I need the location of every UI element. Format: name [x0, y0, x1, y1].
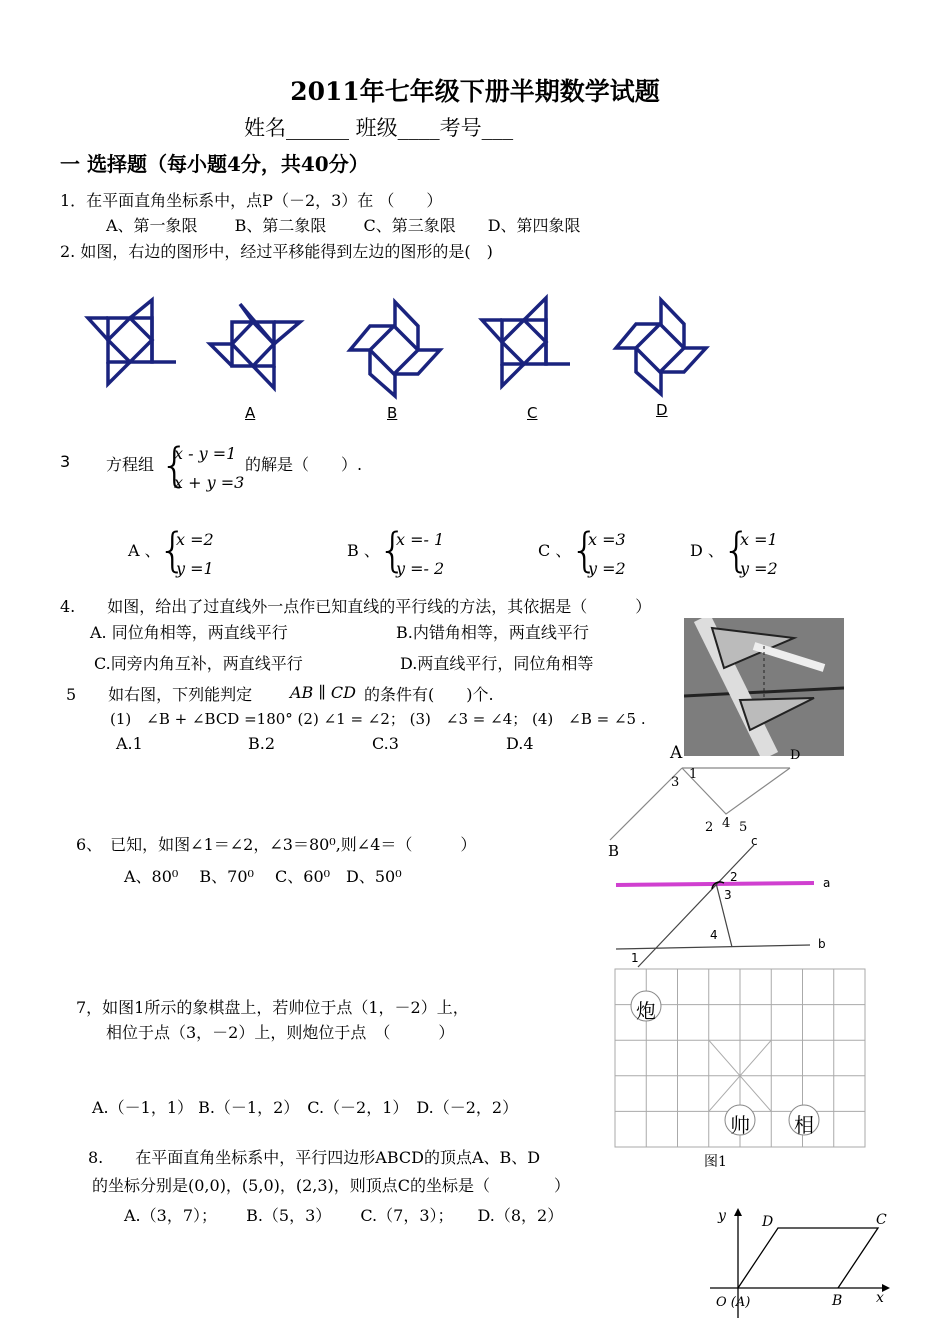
student-info-line: 姓名______ 班级____考号___	[244, 116, 514, 140]
q8-line2: 的坐标分别是(0,0)，(5,0)，(2,3)，则顶点C的坐标是（ ）	[92, 1176, 571, 1195]
q1-options: A、第一象限 B、第二象限 C、第三象限 D、第四象限	[106, 216, 581, 235]
pinwheel-original	[88, 300, 176, 384]
q3-opt-b-label: B 、	[347, 541, 380, 560]
q8-label-o-a: O (A)	[716, 1295, 751, 1310]
q5-label-4: 4	[722, 816, 731, 831]
q8-label-y: y	[718, 1208, 726, 1224]
q8-label-d: D	[762, 1214, 774, 1230]
q5-label-5: 5	[739, 820, 748, 835]
q6-label-4: 4	[710, 928, 718, 942]
q5-conditions: (1) ∠B + ∠BCD =180° (2) ∠1 = ∠2； (3) ∠3 = ∠4； (4) ∠B = ∠5 .	[110, 710, 646, 728]
q2-label-a: A	[245, 404, 256, 422]
q3-opt-b-brace: {	[378, 523, 408, 577]
q6-options: A、80⁰ B、70⁰ C、60⁰ D、50⁰	[124, 867, 402, 886]
q7-piece-xiang: 相	[794, 1113, 814, 1137]
q7-piece-pao: 炮	[636, 999, 656, 1023]
q8-options: A.（3，7）； B.（5，3） C.（7，3）； D.（8，2）	[124, 1206, 564, 1225]
q3-opt-a-brace: {	[158, 523, 188, 577]
q3-opt-c-label: C 、	[538, 541, 572, 560]
q4-opt-d: D.两直线平行，同位角相等	[400, 654, 594, 673]
q3-opt-d-l1: x =1	[740, 530, 778, 549]
pinwheel-d	[616, 300, 706, 394]
q5-label-a: A	[670, 743, 683, 763]
q5-opt-a: A.1	[116, 734, 143, 753]
q4-opt-c: C.同旁内角互补，两直线平行	[94, 654, 303, 673]
q8-label-x: x	[876, 1290, 884, 1306]
page-title: 2011年七年级下册半期数学试题	[290, 77, 660, 106]
q8-label-b: B	[832, 1293, 843, 1309]
q2-pinwheel-figures	[80, 290, 720, 400]
q7-options: A.（－1，1） B.（－1，2） C.（－2，1） D.（－2，2）	[92, 1098, 519, 1117]
q3-opt-d-label: D 、	[690, 541, 724, 560]
pinwheel-b	[350, 302, 440, 396]
q4-photo-set-square	[684, 618, 844, 756]
q2-label-b: B	[387, 404, 398, 422]
pinwheel-c	[482, 298, 570, 386]
q5-opt-b: B.2	[248, 734, 276, 753]
q6-label-2: 2	[730, 870, 738, 884]
q3-opt-d-l2: y =2	[740, 559, 778, 578]
q2-label-d: D	[656, 401, 668, 419]
q1-stem: 1．在平面直角坐标系中，点P（－2，3）在 （ ）	[60, 191, 443, 210]
q4-stem: 4. 如图，给出了过直线外一点作已知直线的平行线的方法，其依据是（ ）	[60, 597, 652, 616]
q5-label-1: 1	[689, 767, 698, 782]
q4-opt-a: A. 同位角相等，两直线平行	[90, 623, 288, 642]
q5-opt-d: D.4	[506, 734, 534, 753]
q5-opt-c: C.3	[372, 734, 399, 753]
q3-opt-a-l2: y =1	[176, 559, 214, 578]
q3-opt-b-l2: y =- 2	[396, 559, 445, 578]
q3-prefix: 方程组	[106, 455, 155, 474]
q5-trapezoid-figure	[600, 740, 800, 850]
q3-opt-b-l1: x =- 1	[396, 530, 445, 549]
q8-line1: 8. 在平面直角坐标系中，平行四边形ABCD的顶点A、B、D	[88, 1148, 541, 1167]
q5-label-3: 3	[671, 775, 680, 790]
q6-label-1: 1	[631, 951, 639, 965]
q6-label-c: c	[751, 834, 758, 848]
q3-suffix: 的解是（ ）.	[245, 455, 363, 474]
q6-label-a: a	[823, 876, 831, 890]
q7-piece-shuai: 帅	[730, 1113, 750, 1137]
q6-label-3: 3	[724, 888, 732, 902]
q3-opt-c-brace: {	[570, 523, 600, 577]
section-heading: 一 选择题（每小题4分，共40分）	[60, 152, 369, 176]
q3-opt-a-l1: x =2	[176, 530, 214, 549]
q3-opt-d-brace: {	[722, 523, 752, 577]
q3-opt-c-l2: y =2	[588, 559, 626, 578]
q3-opt-c-l1: x =3	[588, 530, 626, 549]
q6-label-b: b	[818, 937, 826, 951]
q7-line1: 7，如图1所示的象棋盘上，若帅位于点（1，－2）上，	[76, 998, 469, 1017]
q2-label-c: C	[527, 404, 538, 422]
q5-stem-pre: 5 如右图，下列能判定	[66, 685, 253, 704]
q6-parallel-lines-figure	[612, 835, 852, 970]
q5-label-d: D	[790, 748, 801, 763]
q3-eq2: x + y =3	[174, 473, 245, 492]
q3-brace: {	[160, 438, 190, 492]
q3-number: 3	[60, 452, 71, 471]
q7-line2: 相位于点（3，－2）上，则炮位于点 （ ）	[106, 1023, 455, 1042]
q3-opt-a-label: A 、	[128, 541, 161, 560]
q5-stem-math: AB ∥ CD	[290, 683, 356, 702]
q4-opt-b: B.内错角相等，两直线平行	[396, 623, 589, 642]
q8-label-c: C	[876, 1212, 887, 1228]
q7-caption: 图1	[704, 1154, 727, 1170]
q3-eq1: x - y =1	[174, 444, 237, 463]
pinwheel-a	[210, 304, 300, 388]
q5-label-2: 2	[705, 820, 714, 835]
q5-label-b: B	[608, 842, 620, 860]
q2-stem: 2. 如图，右边的图形中，经过平移能得到左边的图形的是( )	[60, 242, 493, 261]
q6-stem: 6、 已知，如图∠1＝∠2，∠3＝80⁰,则∠4＝（ ）	[76, 835, 477, 854]
q5-stem-post: 的条件有( )个.	[364, 685, 494, 704]
